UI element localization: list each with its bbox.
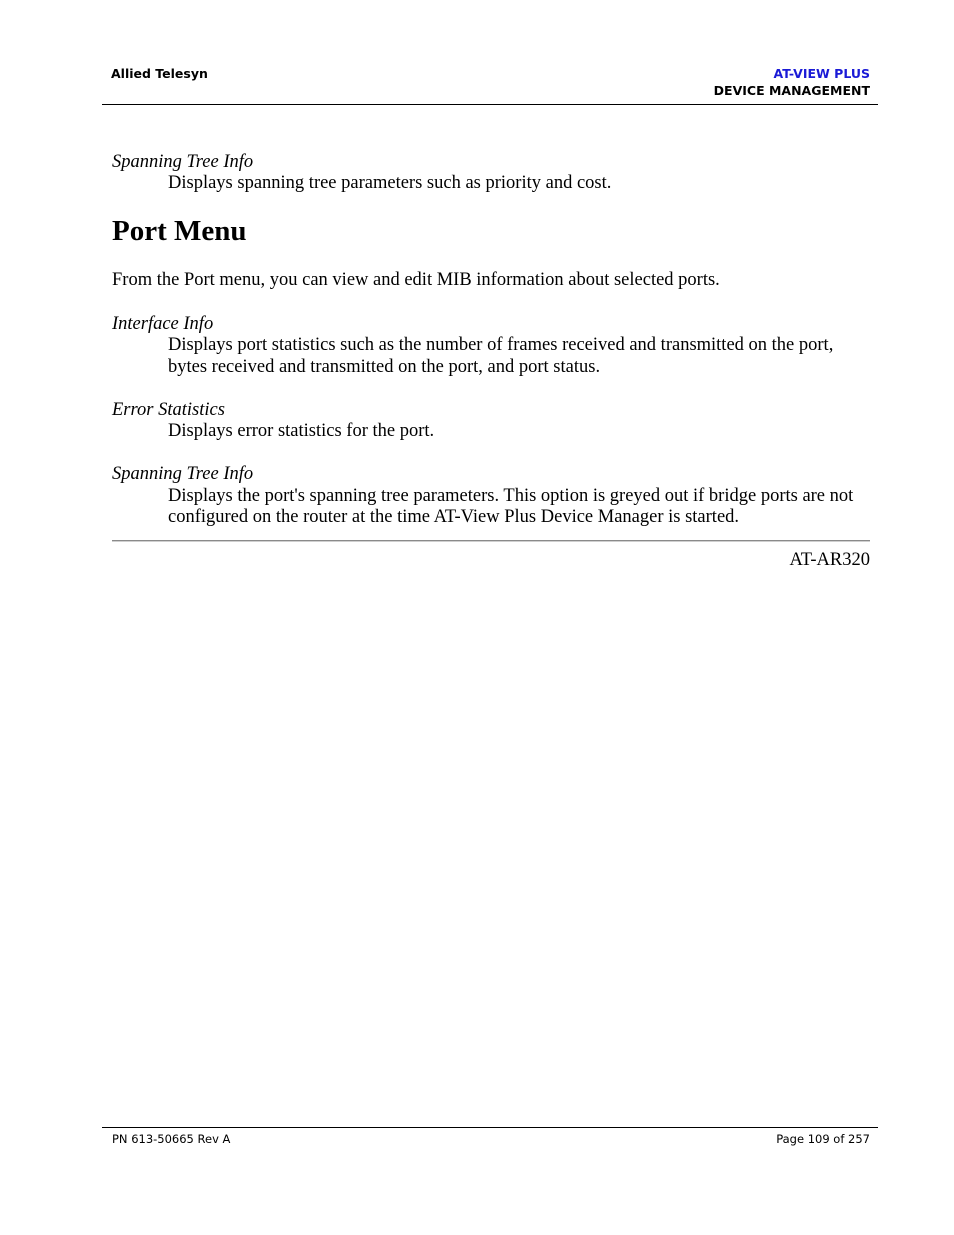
desc-error-statistics: Displays error statistics for the port. — [168, 421, 435, 441]
desc-spanning-tree-info-port-line-2: configured on the router at the time AT-View Plus Device Manager is started. — [168, 507, 740, 527]
term-interface-info: Interface Info — [112, 314, 214, 334]
footer-divider — [102, 1127, 878, 1128]
term-spanning-tree-info-port: Spanning Tree Info — [112, 464, 254, 484]
header-product: AT-VIEW PLUS — [773, 66, 870, 81]
desc-spanning-tree-info-top: Displays spanning tree parameters such as priority and cost. — [168, 173, 612, 193]
header-company: Allied Telesyn — [111, 66, 208, 81]
port-menu-intro: From the Port menu, you can view and edit MIB information about selected ports. — [112, 270, 720, 290]
term-error-statistics: Error Statistics — [112, 400, 225, 420]
desc-interface-info-line-1: Displays port statistics such as the number of frames received and transmitted on the port, — [168, 335, 834, 355]
footer-page-number: Page 109 of 257 — [776, 1132, 870, 1146]
footer-part-number: PN 613-50665 Rev A — [112, 1132, 231, 1146]
content-divider — [112, 540, 870, 542]
model-label: AT-AR320 — [789, 550, 870, 570]
header-section: DEVICE MANAGEMENT — [713, 83, 870, 98]
section-heading-port-menu: Port Menu — [112, 215, 247, 247]
term-spanning-tree-info-top: Spanning Tree Info — [112, 152, 254, 172]
desc-spanning-tree-info-port-line-1: Displays the port's spanning tree parameters. This option is greyed out if bridge ports are not — [168, 486, 854, 506]
desc-interface-info-line-2: bytes received and transmitted on the port, and port status. — [168, 357, 601, 377]
header-divider — [102, 104, 878, 105]
